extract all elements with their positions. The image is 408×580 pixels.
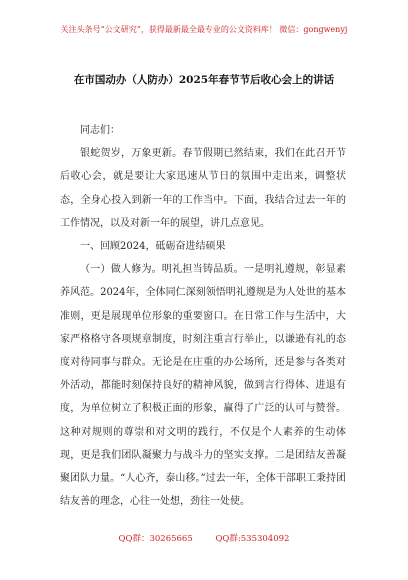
document-body [60,119,346,513]
document-title: 在市国动办（人防办）2025年春节节后收心会上的讲话 [73,74,335,86]
qq-group-2: QQ群:535304092 [215,534,290,544]
qq-group-1: QQ群：30265665 [118,534,193,544]
paragraph-intro: 银蛇贺岁，万象更新。春节假期已然结束，我们在此召开节后收心会，就是要让大家迅速从节日的氛围中走出来，调整状态，全身心投入到新一年的工作当中。下面，我结合过去一年的工作情况，以及对新一年的展望，讲几点意见。 [60,148,346,229]
footer-contacts [0,533,408,545]
paragraph-body: （一）做人修为。明礼担当铸品质。一是明礼遵规，彰显素养风范。2024年，全体同仁深刻领悟明礼遵规是为人处世的基本准则，更是展现单位形象的重要窗口。在日常工作与生活中，大家严格格守各项规章制度，时刻注重言行举止，以谦逊有礼的态度对待同事与群众。无论是在庄重的办公场所，还是参与各类对外活动，都能时刻保持良好的精神风貌，做到言行得体、进退有度，为单位树立了积极正面的形象，赢得了广泛的认可与赞誉。这种对规则的尊崇和对文明的践行，不仅是个人素养的生动体现，更是我们团队凝聚力与战斗力的坚实支撑。二是团结友善凝聚团队力量。“人心齐，泰山移。”过去一年，全体干部职工秉持团结友善的理念，心往一处想，劲往一处使。 [60,264,346,508]
section-heading: 一、回顾2024，砥砺奋进结硕果 [80,241,226,253]
promo-banner: 关注头条号“公文研究”，获得最新最全最专业的公文资料库！ 微信：gongwenyj [60,25,348,34]
salutation: 同志们： [80,125,120,136]
